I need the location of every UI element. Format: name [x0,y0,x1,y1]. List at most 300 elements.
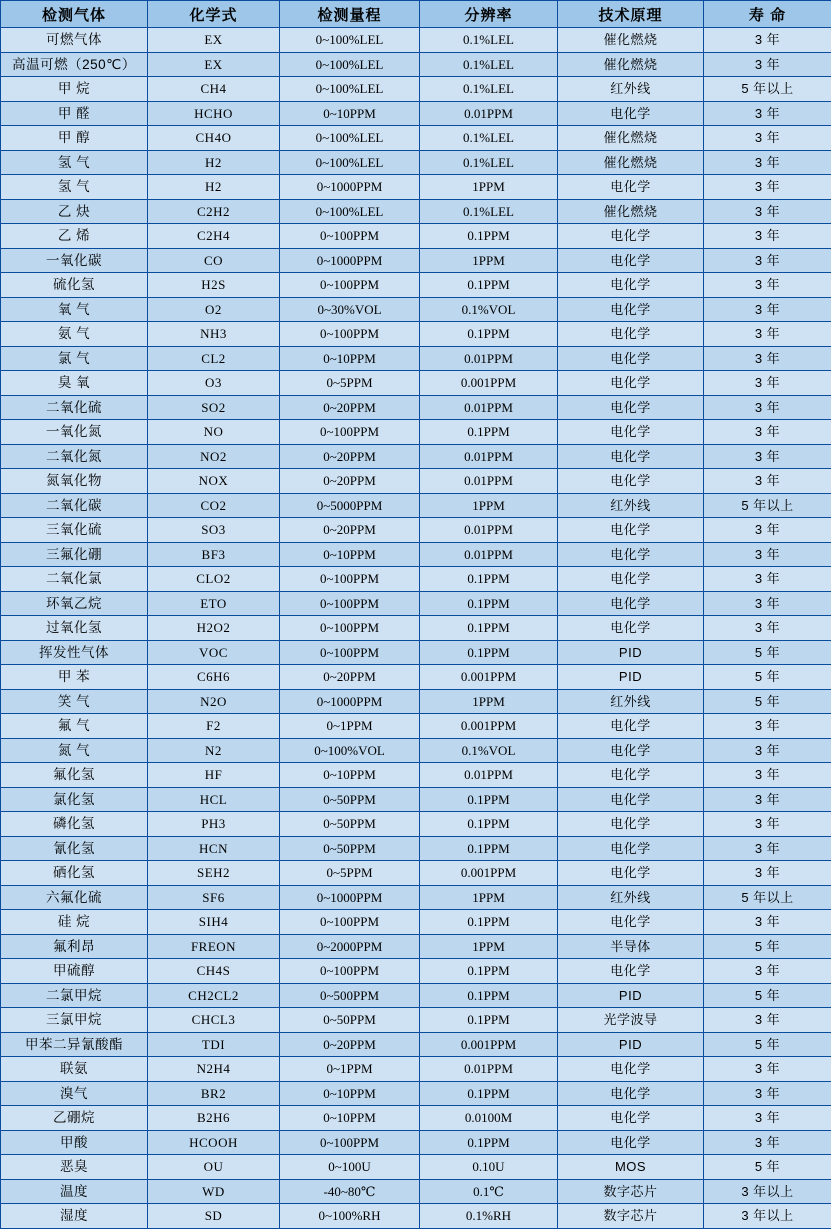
cell-detection-range: 0~100%LEL [280,77,420,102]
cell-lifetime: 3 年 [704,836,831,861]
cell-gas-name: 联氨 [1,1057,148,1082]
cell-lifetime: 3 年 [704,297,831,322]
cell-resolution: 0.0100M [420,1106,558,1131]
cell-lifetime: 3 年 [704,787,831,812]
table-row [1,175,831,200]
cell-lifetime: 3 年 [704,959,831,984]
cell-gas-name: 三氯甲烷 [1,1008,148,1033]
cell-detection-range: 0~100%LEL [280,150,420,175]
cell-detection-range: 0~50PPM [280,787,420,812]
cell-gas-name: 环氧乙烷 [1,591,148,616]
cell-lifetime: 5 年 [704,640,831,665]
cell-chemical-formula: CHCL3 [148,1008,280,1033]
cell-lifetime: 3 年 [704,616,831,641]
cell-chemical-formula: H2O2 [148,616,280,641]
cell-gas-name: 硫化氢 [1,273,148,298]
cell-resolution: 0.1%LEL [420,77,558,102]
cell-resolution: 0.001PPM [420,371,558,396]
cell-technology: 电化学 [558,1106,704,1131]
cell-chemical-formula: C6H6 [148,665,280,690]
cell-technology: 电化学 [558,420,704,445]
table-row [1,346,831,371]
cell-gas-name: 恶臭 [1,1155,148,1180]
cell-technology: 电化学 [558,322,704,347]
cell-technology: 电化学 [558,273,704,298]
cell-resolution: 0.01PPM [420,542,558,567]
table-row [1,689,831,714]
table-row [1,322,831,347]
cell-technology: 催化燃烧 [558,28,704,53]
cell-chemical-formula: PH3 [148,812,280,837]
cell-lifetime: 3 年 [704,763,831,788]
cell-technology: 电化学 [558,616,704,641]
cell-technology: 电化学 [558,1057,704,1082]
cell-chemical-formula: FREON [148,934,280,959]
cell-technology: 电化学 [558,861,704,886]
cell-detection-range: 0~2000PPM [280,934,420,959]
table-row [1,861,831,886]
cell-gas-name: 二氧化氯 [1,567,148,592]
cell-resolution: 0.1PPM [420,812,558,837]
cell-technology: 电化学 [558,371,704,396]
cell-gas-name: 氧 气 [1,297,148,322]
cell-technology: 光学波导 [558,1008,704,1033]
cell-resolution: 0.1PPM [420,420,558,445]
cell-gas-name: 甲苯二异氰酸酯 [1,1032,148,1057]
cell-gas-name: 乙 炔 [1,199,148,224]
cell-chemical-formula: EX [148,28,280,53]
cell-lifetime: 3 年 [704,371,831,396]
cell-detection-range: 0~1PPM [280,714,420,739]
cell-lifetime: 3 年 [704,395,831,420]
cell-chemical-formula: CH4O [148,126,280,151]
cell-technology: 电化学 [558,469,704,494]
cell-lifetime: 3 年 [704,1057,831,1082]
cell-technology: 电化学 [558,714,704,739]
cell-technology: 电化学 [558,297,704,322]
cell-gas-name: 甲 醛 [1,101,148,126]
cell-gas-name: 硅 烷 [1,910,148,935]
table-row [1,101,831,126]
table-row [1,469,831,494]
cell-gas-name: 氮 气 [1,738,148,763]
cell-lifetime: 5 年 [704,1155,831,1180]
cell-lifetime: 3 年 [704,346,831,371]
cell-resolution: 0.1%RH [420,1204,558,1229]
column-header-chemical-formula: 化学式 [148,1,280,28]
cell-resolution: 0.01PPM [420,395,558,420]
cell-lifetime: 3 年 [704,175,831,200]
cell-lifetime: 5 年 [704,934,831,959]
cell-technology: 催化燃烧 [558,126,704,151]
cell-chemical-formula: EX [148,52,280,77]
cell-chemical-formula: SD [148,1204,280,1229]
table-body [1,28,831,1229]
cell-resolution: 0.1PPM [420,567,558,592]
cell-detection-range: 0~100PPM [280,1130,420,1155]
cell-resolution: 1PPM [420,934,558,959]
cell-lifetime: 3 年 [704,469,831,494]
cell-lifetime: 3 年 [704,150,831,175]
cell-gas-name: 乙 烯 [1,224,148,249]
cell-detection-range: 0~5PPM [280,861,420,886]
table-row [1,371,831,396]
cell-lifetime: 3 年 [704,224,831,249]
cell-technology: 电化学 [558,567,704,592]
cell-resolution: 0.1PPM [420,640,558,665]
table-row [1,836,831,861]
cell-lifetime: 3 年 [704,1081,831,1106]
cell-lifetime: 3 年 [704,101,831,126]
cell-lifetime: 3 年 [704,861,831,886]
cell-gas-name: 氢 气 [1,175,148,200]
cell-resolution: 1PPM [420,248,558,273]
cell-gas-name: 一氧化碳 [1,248,148,273]
cell-technology: 电化学 [558,518,704,543]
cell-lifetime: 5 年以上 [704,77,831,102]
column-header-technology: 技术原理 [558,1,704,28]
cell-chemical-formula: NO2 [148,444,280,469]
cell-resolution: 0.1%LEL [420,150,558,175]
column-header-resolution: 分辨率 [420,1,558,28]
cell-technology: PID [558,983,704,1008]
cell-detection-range: 0~10PPM [280,763,420,788]
cell-technology: MOS [558,1155,704,1180]
cell-detection-range: 0~100%RH [280,1204,420,1229]
cell-detection-range: 0~20PPM [280,1032,420,1057]
cell-gas-name: 笑 气 [1,689,148,714]
cell-detection-range: 0~100%VOL [280,738,420,763]
cell-lifetime: 3 年 [704,518,831,543]
cell-gas-name: 温度 [1,1179,148,1204]
cell-detection-range: 0~1PPM [280,1057,420,1082]
table-row [1,150,831,175]
table-row [1,1106,831,1131]
cell-detection-range: 0~100PPM [280,420,420,445]
cell-technology: 数字芯片 [558,1179,704,1204]
cell-technology: 红外线 [558,77,704,102]
cell-chemical-formula: ETO [148,591,280,616]
cell-detection-range: 0~100PPM [280,591,420,616]
cell-lifetime: 3 年 [704,567,831,592]
cell-resolution: 0.1%LEL [420,126,558,151]
cell-technology: 电化学 [558,738,704,763]
cell-gas-name: 氯化氢 [1,787,148,812]
cell-gas-name: 甲 烷 [1,77,148,102]
cell-gas-name: 甲 醇 [1,126,148,151]
cell-gas-name: 二氧化碳 [1,493,148,518]
table-row [1,787,831,812]
table-row [1,738,831,763]
cell-lifetime: 5 年 [704,983,831,1008]
cell-gas-name: 挥发性气体 [1,640,148,665]
cell-lifetime: 3 年 [704,591,831,616]
table-header-row [1,1,831,28]
cell-resolution: 0.1PPM [420,1008,558,1033]
cell-technology: 半导体 [558,934,704,959]
cell-detection-range: 0~1000PPM [280,175,420,200]
cell-lifetime: 3 年 [704,28,831,53]
table-row [1,395,831,420]
cell-detection-range: 0~1000PPM [280,248,420,273]
cell-gas-name: 二氧化硫 [1,395,148,420]
cell-gas-name: 乙硼烷 [1,1106,148,1131]
cell-technology: 电化学 [558,248,704,273]
cell-technology: 红外线 [558,493,704,518]
cell-detection-range: 0~50PPM [280,812,420,837]
cell-detection-range: 0~20PPM [280,665,420,690]
cell-resolution: 1PPM [420,175,558,200]
table-row [1,493,831,518]
cell-chemical-formula: C2H4 [148,224,280,249]
cell-gas-name: 二氯甲烷 [1,983,148,1008]
table-row [1,1204,831,1229]
cell-resolution: 0.1%LEL [420,28,558,53]
cell-resolution: 0.1PPM [420,1081,558,1106]
cell-chemical-formula: OU [148,1155,280,1180]
cell-technology: 电化学 [558,787,704,812]
table-row [1,1081,831,1106]
table-row [1,959,831,984]
cell-lifetime: 3 年 [704,273,831,298]
cell-detection-range: 0~50PPM [280,1008,420,1033]
cell-technology: 电化学 [558,101,704,126]
cell-chemical-formula: CO2 [148,493,280,518]
cell-lifetime: 3 年 [704,199,831,224]
cell-lifetime: 3 年 [704,1130,831,1155]
table-row [1,28,831,53]
cell-chemical-formula: HCOOH [148,1130,280,1155]
cell-resolution: 0.1PPM [420,224,558,249]
cell-lifetime: 3 年 [704,738,831,763]
cell-lifetime: 5 年以上 [704,493,831,518]
cell-detection-range: 0~100PPM [280,322,420,347]
cell-gas-name: 氯 气 [1,346,148,371]
cell-technology: 电化学 [558,542,704,567]
cell-detection-range: 0~5PPM [280,371,420,396]
cell-resolution: 0.001PPM [420,1032,558,1057]
cell-resolution: 0.01PPM [420,518,558,543]
table-row [1,640,831,665]
table-row [1,665,831,690]
table-row [1,248,831,273]
cell-lifetime: 3 年 [704,714,831,739]
table-header [1,1,831,28]
cell-chemical-formula: BR2 [148,1081,280,1106]
cell-chemical-formula: F2 [148,714,280,739]
cell-detection-range: 0~100PPM [280,910,420,935]
cell-resolution: 0.01PPM [420,763,558,788]
cell-chemical-formula: SO2 [148,395,280,420]
cell-technology: 电化学 [558,175,704,200]
column-header-lifetime: 寿 命 [704,1,831,28]
cell-chemical-formula: H2 [148,150,280,175]
cell-technology: 电化学 [558,224,704,249]
cell-lifetime: 5 年 [704,665,831,690]
cell-detection-range: 0~10PPM [280,542,420,567]
cell-chemical-formula: NOX [148,469,280,494]
cell-resolution: 0.01PPM [420,1057,558,1082]
cell-resolution: 0.1PPM [420,836,558,861]
cell-chemical-formula: B2H6 [148,1106,280,1131]
cell-lifetime: 3 年 [704,542,831,567]
cell-gas-name: 氮氧化物 [1,469,148,494]
cell-gas-name: 臭 氧 [1,371,148,396]
cell-resolution: 0.01PPM [420,469,558,494]
cell-chemical-formula: O3 [148,371,280,396]
cell-gas-name: 一氧化氮 [1,420,148,445]
cell-technology: 电化学 [558,346,704,371]
cell-detection-range: 0~100PPM [280,273,420,298]
cell-lifetime: 3 年 [704,420,831,445]
cell-gas-name: 二氧化氮 [1,444,148,469]
cell-resolution: 0.1PPM [420,322,558,347]
cell-resolution: 0.1%VOL [420,738,558,763]
cell-chemical-formula: H2S [148,273,280,298]
cell-gas-name: 甲酸 [1,1130,148,1155]
cell-technology: 红外线 [558,885,704,910]
column-header-gas-name: 检测气体 [1,1,148,28]
column-header-detection-range: 检测量程 [280,1,420,28]
cell-resolution: 0.1PPM [420,787,558,812]
table-row [1,1057,831,1082]
cell-lifetime: 3 年 [704,1008,831,1033]
table-row [1,567,831,592]
cell-detection-range: 0~10PPM [280,101,420,126]
cell-lifetime: 3 年 [704,444,831,469]
table-row [1,52,831,77]
cell-gas-name: 可燃气体 [1,28,148,53]
cell-technology: 电化学 [558,763,704,788]
cell-resolution: 0.1PPM [420,1130,558,1155]
cell-chemical-formula: SF6 [148,885,280,910]
cell-lifetime: 3 年 [704,248,831,273]
cell-gas-name: 溴气 [1,1081,148,1106]
cell-chemical-formula: WD [148,1179,280,1204]
cell-resolution: 1PPM [420,493,558,518]
cell-chemical-formula: CO [148,248,280,273]
cell-technology: 电化学 [558,910,704,935]
cell-resolution: 0.01PPM [420,101,558,126]
cell-chemical-formula: CH4S [148,959,280,984]
cell-lifetime: 3 年 [704,910,831,935]
cell-detection-range: 0~100%LEL [280,126,420,151]
table-row [1,77,831,102]
cell-gas-name: 三氟化硼 [1,542,148,567]
cell-gas-name: 六氟化硫 [1,885,148,910]
cell-resolution: 0.1℃ [420,1179,558,1204]
cell-detection-range: 0~5000PPM [280,493,420,518]
cell-chemical-formula: CH4 [148,77,280,102]
table-row [1,763,831,788]
cell-resolution: 0.1PPM [420,983,558,1008]
cell-chemical-formula: VOC [148,640,280,665]
table-row [1,273,831,298]
table-row [1,126,831,151]
cell-gas-name: 硒化氢 [1,861,148,886]
cell-detection-range: 0~100PPM [280,640,420,665]
table-row [1,812,831,837]
cell-lifetime: 3 年 [704,126,831,151]
table-row [1,934,831,959]
table-row [1,1130,831,1155]
cell-technology: 催化燃烧 [558,150,704,175]
cell-detection-range: 0~100%LEL [280,52,420,77]
table-row [1,444,831,469]
cell-chemical-formula: CLO2 [148,567,280,592]
cell-detection-range: 0~20PPM [280,395,420,420]
cell-resolution: 0.1PPM [420,959,558,984]
cell-chemical-formula: NH3 [148,322,280,347]
cell-resolution: 0.1PPM [420,591,558,616]
cell-lifetime: 5 年 [704,1032,831,1057]
cell-chemical-formula: N2 [148,738,280,763]
cell-lifetime: 5 年 [704,689,831,714]
table-row [1,983,831,1008]
cell-detection-range: 0~1000PPM [280,885,420,910]
cell-gas-name: 过氧化氢 [1,616,148,641]
cell-technology: 电化学 [558,812,704,837]
cell-gas-name: 甲 苯 [1,665,148,690]
cell-gas-name: 湿度 [1,1204,148,1229]
cell-chemical-formula: SO3 [148,518,280,543]
cell-chemical-formula: HCHO [148,101,280,126]
table-row [1,518,831,543]
cell-detection-range: 0~30%VOL [280,297,420,322]
cell-lifetime: 5 年以上 [704,885,831,910]
cell-technology: 电化学 [558,959,704,984]
cell-detection-range: 0~100%LEL [280,199,420,224]
cell-resolution: 0.1%LEL [420,199,558,224]
cell-lifetime: 3 年以上 [704,1179,831,1204]
cell-detection-range: 0~10PPM [280,346,420,371]
cell-gas-name: 氢 气 [1,150,148,175]
cell-technology: 红外线 [558,689,704,714]
cell-gas-name: 氨 气 [1,322,148,347]
cell-lifetime: 3 年 [704,1106,831,1131]
cell-chemical-formula: NO [148,420,280,445]
table-row [1,1155,831,1180]
cell-resolution: 0.1PPM [420,910,558,935]
table-row [1,591,831,616]
cell-detection-range: 0~10PPM [280,1106,420,1131]
table-row [1,1008,831,1033]
table-row [1,1032,831,1057]
cell-gas-name: 高温可燃（250℃） [1,52,148,77]
cell-resolution: 0.01PPM [420,444,558,469]
table-row [1,224,831,249]
table-row [1,420,831,445]
cell-technology: 电化学 [558,1081,704,1106]
cell-chemical-formula: HF [148,763,280,788]
cell-resolution: 0.1%LEL [420,52,558,77]
cell-detection-range: 0~20PPM [280,469,420,494]
cell-technology: 催化燃烧 [558,199,704,224]
cell-resolution: 1PPM [420,885,558,910]
cell-chemical-formula: SEH2 [148,861,280,886]
table-row [1,885,831,910]
cell-resolution: 0.001PPM [420,665,558,690]
cell-technology: 电化学 [558,395,704,420]
cell-lifetime: 3 年以上 [704,1204,831,1229]
cell-resolution: 0.1PPM [420,616,558,641]
table-row [1,910,831,935]
cell-technology: 电化学 [558,1130,704,1155]
cell-gas-name: 氰化氢 [1,836,148,861]
cell-resolution: 0.1%VOL [420,297,558,322]
cell-detection-range: 0~100PPM [280,959,420,984]
cell-chemical-formula: N2H4 [148,1057,280,1082]
